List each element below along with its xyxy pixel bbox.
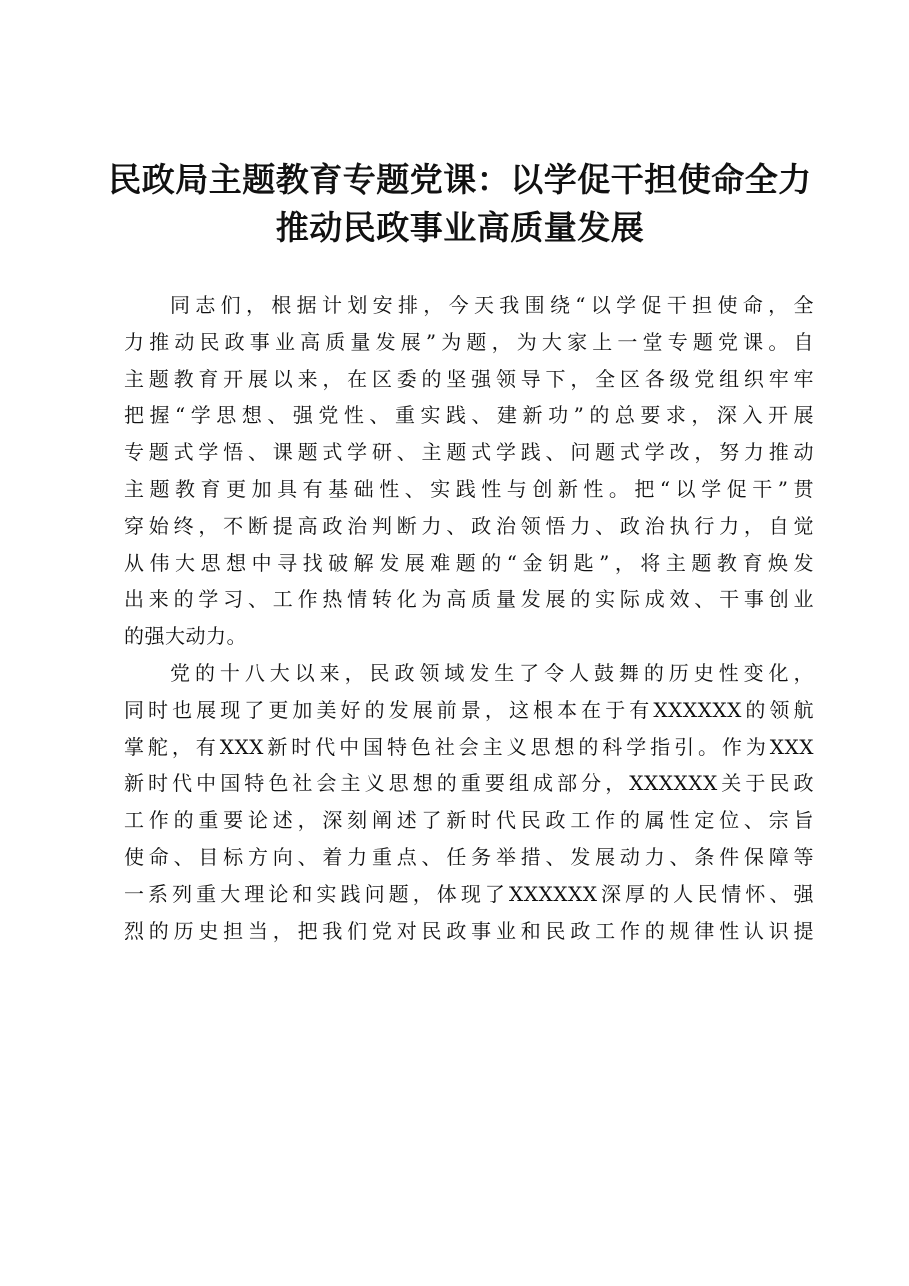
text-line: 新时代中国特色社会主义思想的重要组成部分，XXXXXX关于民政 (124, 771, 814, 796)
text-line: 掌舵，有XXX新时代中国特色社会主义思想的科学指引。作为XXX (124, 734, 814, 759)
text-line: 同时也展现了更加美好的发展前景，这根本在于有XXXXXX的领航 (124, 697, 814, 722)
text-line: 把握“学思想、强党性、重实践、建新功”的总要求，深入开展 (124, 403, 814, 428)
text-line: 同志们，根据计划安排，今天我围绕“以学促干担使命，全 (170, 293, 814, 317)
text-line: 力推动民政事业高质量发展”为题，为大家上一堂专题党课。自 (124, 329, 814, 354)
text-line: 从伟大思想中寻找破解发展难题的“金钥匙”，将主题教育焕发 (124, 550, 814, 575)
text-line: 主题教育开展以来，在区委的坚强领导下，全区各级党组织牢牢 (124, 366, 814, 391)
paragraph-1 (124, 287, 814, 655)
text-line: 使命、目标方向、着力重点、任务举措、发展动力、条件保障等 (124, 844, 814, 869)
text-line: 烈的历史担当，把我们党对民政事业和民政工作的规律性认识提 (124, 918, 814, 943)
title-line-1: 民政局主题教育专题党课：以学促干担使命全力 (108, 160, 812, 199)
text-line: 主题教育更加具有基础性、实践性与创新性。把“以学促干”贯 (124, 476, 814, 501)
document-body (124, 287, 814, 949)
text-line: 穿始终，不断提高政治判断力、政治领悟力、政治执行力，自觉 (124, 513, 814, 538)
paragraph-2 (124, 655, 814, 949)
text-line: 工作的重要论述，深刻阐述了新时代民政工作的属性定位、宗旨 (124, 808, 814, 833)
text-line: 党的十八大以来，民政领域发生了令人鼓舞的历史性变化， (170, 660, 814, 685)
text-line: 出来的学习、工作热情转化为高质量发展的实际成效、干事创业 (124, 587, 814, 612)
text-line: 一系列重大理论和实践问题，体现了XXXXXX深厚的人民情怀、强 (124, 881, 814, 906)
text-line: 的强大动力。 (124, 624, 247, 649)
text-line: 专题式学悟、课题式学研、主题式学践、问题式学改，努力推动 (124, 440, 814, 465)
document-title (100, 156, 820, 252)
title-line-2: 推动民政事业高质量发展 (275, 208, 645, 247)
